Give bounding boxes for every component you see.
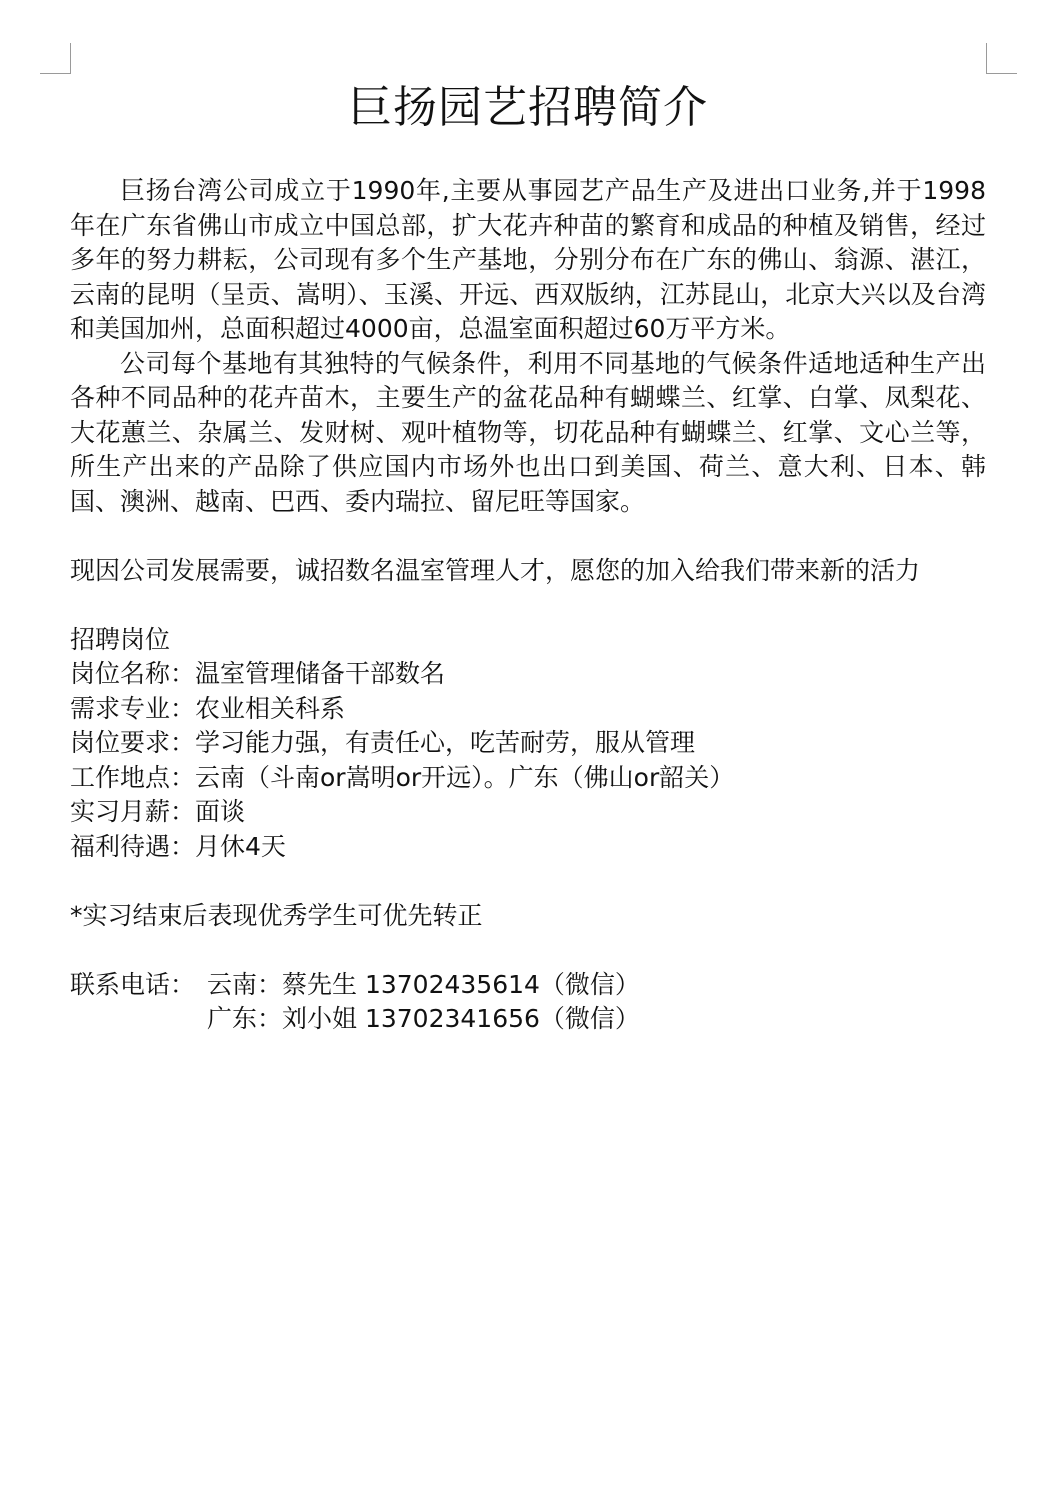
page-corner-mark-top-left xyxy=(40,43,71,74)
spacer xyxy=(70,519,986,554)
spacer xyxy=(70,933,986,968)
position-requirements-line: 岗位要求：学习能力强，有责任心，吃苦耐劳，服从管理 xyxy=(70,728,696,757)
intro-paragraph-1: 巨扬台湾公司成立于1990年,主要从事园艺产品生产及进出口业务,并于1998年在广东省佛山市成立中国总部，扩大花卉种苗的繁育和成品的种植及销售，经过多年的努力耕耘，公司现有多个生产基地，分别分布在广东的佛山、翁源、湛江，云南的昆明（呈贡、嵩明）、玉溪、开远、西双版纳，江苏昆山，北京大兴以及台湾和美国加州，总面积超过4000亩，总温室面积超过60万平方米。 xyxy=(70,176,986,343)
internship-salary-line: 实习月薪：面谈 xyxy=(70,797,246,826)
page-corner-mark-top-right xyxy=(986,43,1017,74)
spacer xyxy=(70,588,986,623)
contact-section xyxy=(70,968,986,1037)
spacer xyxy=(70,864,986,899)
positions-heading: 招聘岗位 xyxy=(70,624,171,654)
position-name-line: 岗位名称：温室管理储备干部数名 xyxy=(70,659,446,688)
contact-guangdong: 广东：刘小姐 13702341656（微信） xyxy=(207,1004,640,1033)
document-title: 巨扬园艺招聘简介 xyxy=(348,82,708,133)
benefits-line: 福利待遇：月休4天 xyxy=(70,831,286,861)
required-major-line: 需求专业：农业相关科系 xyxy=(70,693,346,723)
contact-lines xyxy=(207,968,640,1037)
conversion-note: *实习结束后表现优秀学生可优先转正 xyxy=(70,900,483,930)
intro-paragraph-2: 公司每个基地有其独特的气候条件，利用不同基地的气候条件适地适种生产出各种不同品种的花卉苗木，主要生产的盆花品种有蝴蝶兰、红掌、白掌、凤梨花、大花蕙兰、杂属兰、发财树、观叶植物等，切花品种有蝴蝶兰、红掌、文心兰等，所生产出来的产品除了供应国内市场外也出口到美国、荷兰、意大利、日本、韩国、澳洲、越南、巴西、委内瑞拉、留尼旺等国家。 xyxy=(70,348,986,516)
contact-yunnan: 云南：蔡先生 13702435614（微信） xyxy=(207,969,640,999)
document-body xyxy=(70,78,986,1037)
work-location-line: 工作地点：云南（斗南or嵩明or开远）。广东（佛山or韶关） xyxy=(70,762,735,792)
contact-label: 联系电话： xyxy=(70,969,196,999)
recruit-statement: 现因公司发展需要，诚招数名温室管理人才，愿您的加入给我们带来新的活力 xyxy=(70,555,921,585)
